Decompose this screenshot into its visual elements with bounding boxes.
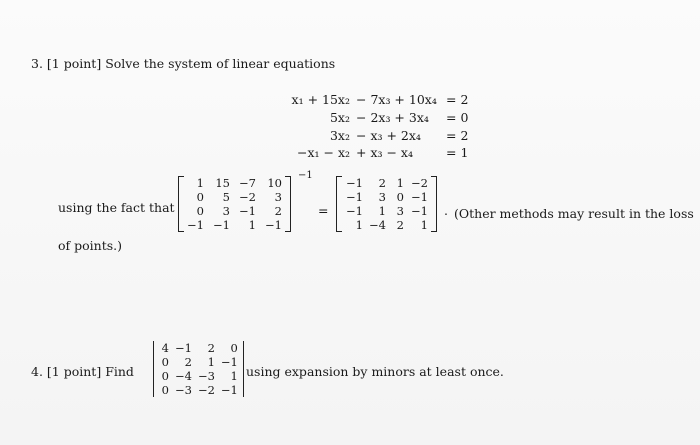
matrix-a-row-3 <box>184 204 285 218</box>
matrix-inverse-cell: −1 <box>411 204 428 218</box>
problem-4-find: Find <box>105 364 134 379</box>
matrix-inverse-cell: 1 <box>396 176 404 190</box>
determinant-cell: 2 <box>207 341 215 355</box>
matrix-a-cell: 3 <box>222 204 230 218</box>
determinant-cell: 0 <box>161 369 169 383</box>
determinant-cell: 4 <box>161 341 169 355</box>
equation-3-rhs: = 2 <box>446 128 469 143</box>
equation-3-mid: − x₃ + 2x₄ <box>356 128 421 143</box>
matrix-inverse-right-bracket <box>431 176 437 232</box>
equation-1-left: x₁ + 15x₂ <box>291 92 350 107</box>
problem-3-number: 3. <box>31 56 43 71</box>
equation-row-1 <box>268 92 478 107</box>
determinant-cell: 2 <box>184 355 192 369</box>
matrix-inverse-cell: −1 <box>346 204 363 218</box>
equals-sign: = <box>318 203 329 218</box>
problem-3-heading <box>31 56 335 71</box>
inverse-superscript: −1 <box>298 170 313 181</box>
determinant-cell: −3 <box>175 383 192 397</box>
matrix-inverse-left-bracket <box>336 176 342 232</box>
equation-4-left: −x₁ − x₂ <box>296 145 350 160</box>
determinant-right-bar <box>243 341 244 397</box>
matrix-inverse-row-2 <box>342 190 431 204</box>
determinant-cell: 0 <box>161 383 169 397</box>
matrix-a-cell: −1 <box>187 218 204 232</box>
matrix-a-cell: −2 <box>239 190 256 204</box>
matrix-a-cell: −1 <box>213 218 230 232</box>
determinant-row-1 <box>156 341 241 355</box>
determinant-row-3 <box>156 369 241 383</box>
equation-row-4 <box>268 145 478 160</box>
matrix-inverse-cell: 0 <box>396 190 404 204</box>
matrix-inverse-cell: 2 <box>378 176 386 190</box>
problem-4-heading <box>31 364 134 379</box>
problem-4-points: [1 point] <box>46 364 102 379</box>
matrix-inverse-row-3 <box>342 204 431 218</box>
matrix-period: . <box>444 203 448 218</box>
methods-note-continued: of points.) <box>58 238 122 253</box>
determinant-cell: −1 <box>220 383 238 397</box>
matrix-a-cell: −1 <box>265 218 282 232</box>
matrix-inverse-cell: −1 <box>411 190 428 204</box>
matrix-inverse-cell: 1 <box>378 204 386 218</box>
equation-row-3 <box>268 128 478 143</box>
fact-label: using the fact that <box>58 200 175 215</box>
determinant-left-bar <box>153 341 154 397</box>
determinant-cell: 1 <box>207 355 215 369</box>
matrix-a-cell: 0 <box>196 204 204 218</box>
matrix-a-cell: −1 <box>239 204 256 218</box>
matrix-inverse-cell: −1 <box>346 190 363 204</box>
determinant-cell: 0 <box>230 341 238 355</box>
matrix-a-row-4 <box>184 218 285 232</box>
matrix-a-cell: 5 <box>222 190 230 204</box>
determinant-cell: 0 <box>161 355 169 369</box>
matrix-a-cell: 1 <box>196 176 204 190</box>
determinant-cell: −1 <box>175 341 192 355</box>
methods-note: (Other methods may result in the loss <box>454 206 694 221</box>
determinant-cell: −3 <box>197 369 215 383</box>
matrix-a-cell: 2 <box>274 204 282 218</box>
matrix-a-cell: 1 <box>248 218 256 232</box>
problem-4-number: 4. <box>31 364 43 379</box>
equation-3-left: 3x₂ <box>329 128 350 143</box>
determinant-matrix <box>153 341 244 397</box>
matrix-inverse-cell: 2 <box>396 218 404 232</box>
matrix-inverse-cell: −4 <box>369 218 386 232</box>
matrix-inverse-row-1 <box>342 176 431 190</box>
equation-4-rhs: = 1 <box>446 145 469 160</box>
matrix-inverse-cell: 1 <box>420 218 428 232</box>
equation-2-mid: − 2x₃ + 3x₄ <box>356 110 429 125</box>
matrix-inverse-row-4 <box>342 218 431 232</box>
matrix-a-row-1 <box>184 176 285 190</box>
matrix-inverse <box>336 176 437 232</box>
determinant-cell: −1 <box>220 355 238 369</box>
equation-4-mid: + x₃ − x₄ <box>356 145 413 160</box>
matrix-a-row-2 <box>184 190 285 204</box>
determinant-cell: 1 <box>230 369 238 383</box>
equation-1-rhs: = 2 <box>446 92 469 107</box>
matrix-a-cell: 15 <box>215 176 230 190</box>
equation-2-left: 5x₂ <box>329 110 350 125</box>
matrix-a-cell: −7 <box>239 176 256 190</box>
matrix-a-cell: 3 <box>274 190 282 204</box>
matrix-inverse-cell: −1 <box>346 176 363 190</box>
equation-1-mid: − 7x₃ + 10x₄ <box>356 92 437 107</box>
equation-row-2 <box>268 110 478 125</box>
determinant-row-2 <box>156 355 241 369</box>
matrix-a-left-bracket <box>178 176 184 232</box>
problem-3-prompt: Solve the system of linear equations <box>105 56 336 71</box>
problem-3-points: [1 point] <box>46 56 102 71</box>
matrix-a-right-bracket <box>285 176 291 232</box>
equation-2-rhs: = 0 <box>446 110 469 125</box>
determinant-cell: −2 <box>197 383 215 397</box>
matrix-a-cell: 10 <box>267 176 282 190</box>
determinant-cell: −4 <box>175 369 192 383</box>
matrix-inverse-cell: 3 <box>378 190 386 204</box>
problem-4-instruction: using expansion by minors at least once. <box>246 364 504 379</box>
matrix-a <box>178 176 291 232</box>
determinant-row-4 <box>156 383 241 397</box>
matrix-inverse-cell: 3 <box>396 204 404 218</box>
matrix-inverse-cell: −2 <box>411 176 428 190</box>
matrix-inverse-cell: 1 <box>355 218 363 232</box>
matrix-a-cell: 0 <box>196 190 204 204</box>
